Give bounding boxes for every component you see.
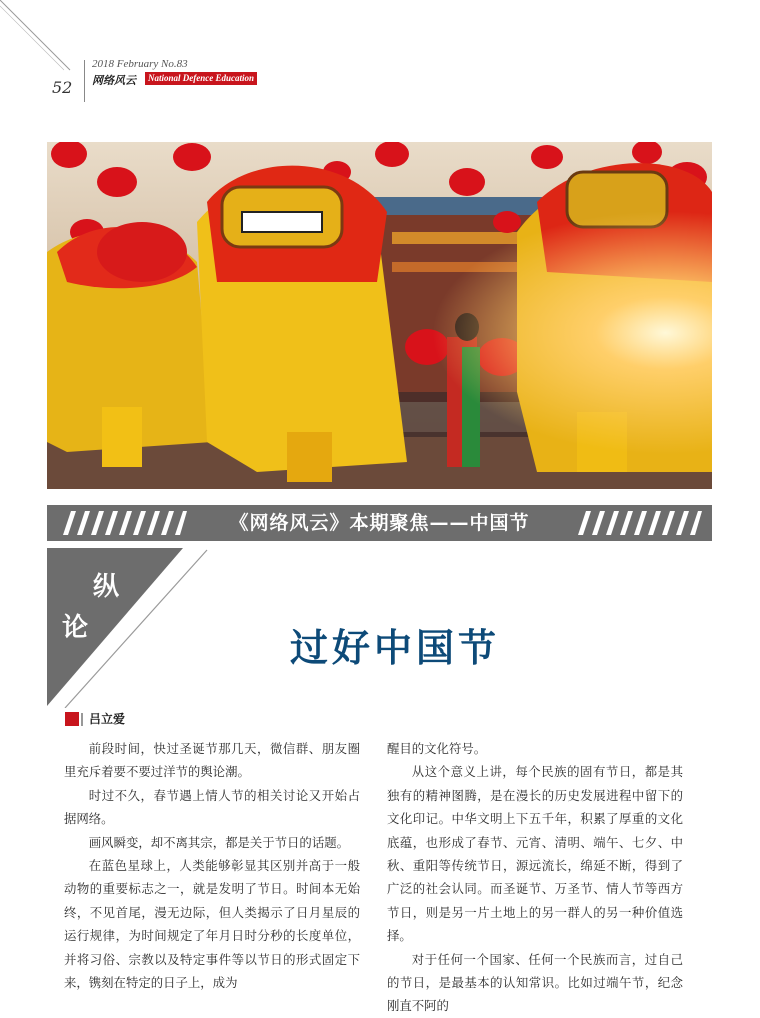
paragraph: 前段时间，快过圣诞节那几天，微信群、朋友圈里充斥着要不要过洋节的舆论潮。 (64, 741, 360, 780)
paragraph-continued: 醒目的文化符号。 (387, 741, 487, 756)
header-divider (84, 60, 85, 102)
article-title: 过好中国节 (289, 625, 500, 670)
paragraph: 时过不久，春节遇上情人节的相关讨论又开始占据网络。 (64, 787, 360, 827)
author-name: 吕立爱 (89, 712, 126, 726)
paragraph: 对于任何一个国家、任何一个民族而言，过自己的节日，是最基本的认知常识。比如过端午节，纪念刚直不阿的 (387, 951, 683, 1014)
section-label-char-2: 论 (62, 613, 89, 643)
stripe-decoration-right (572, 511, 702, 535)
article-column-left (64, 737, 360, 994)
banner-title: 《网络风云》本期聚焦——中国节 (229, 512, 530, 534)
column-name: 网络风云 (92, 74, 136, 87)
article-column-right (387, 737, 683, 1018)
issue-label: 2018 February No.83 (92, 58, 188, 70)
author-divider (81, 713, 83, 726)
paragraph: 画风瞬变，却不离其宗，都是关于节日的话题。 (88, 834, 349, 850)
lion-dance-photo (47, 142, 712, 489)
corner-decoration (0, 0, 80, 80)
paragraph: 在蓝色星球上，人类能够彰显其区别并高于一般动物的重要标志之一，就是发明了节日。时间本无始终，不见首尾，漫无边际，但人类揭示了日月星辰的运行规律，为时间规定了年月日时分秒的长度单位，并将习俗、宗教以及特定事件等以节日的形式固定下来，镌刻在特定的日子上，成为 (64, 858, 360, 991)
column-name-en: National Defence Education (145, 72, 257, 85)
paragraph: 从这个意义上讲，每个民族的固有节日，都是其独有的精神图腾，是在漫长的历史发展进程中留下的文化印记。中华文明上下五千年，积累了厚重的文化底蕴，也形成了春节、元宵、清明、端午、七夕、中秋、重阳等传统节日，源远流长，绵延不断，得到了广泛的社会认同。而圣诞节、万圣节、情人节等西方节日，则是另一片土地上的另一群人的另一种价值选择。 (387, 764, 683, 944)
section-label-char-1: 纵 (93, 572, 120, 602)
page-number: 52 (52, 78, 73, 97)
author-marker-icon (65, 712, 79, 726)
topic-banner (47, 505, 712, 541)
